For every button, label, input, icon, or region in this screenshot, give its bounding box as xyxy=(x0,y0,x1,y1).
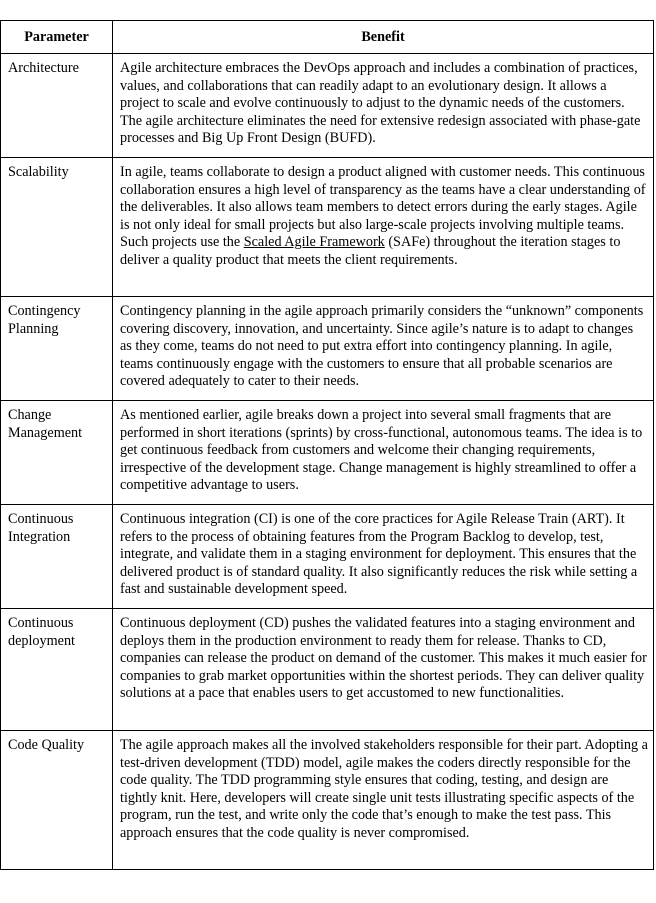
row-parameter: Continuous Integration xyxy=(1,505,113,609)
table-row xyxy=(1,609,654,731)
table-row xyxy=(1,731,654,870)
table-row xyxy=(1,54,654,158)
row-parameter: Contingency Planning xyxy=(1,297,113,401)
parameter-benefit-table xyxy=(0,20,654,870)
benefit-text: (SAFe) throughout the iteration stages to deliver a quality product that meets the client requirements. xyxy=(120,234,621,268)
table-row xyxy=(1,505,654,609)
row-parameter: Architecture xyxy=(1,54,113,158)
row-parameter: Code Quality xyxy=(1,731,113,870)
row-benefit: Contingency planning in the agile approach primarily considers the “unknown” components covering discovery, innovation, and uncertainty. Since agile’s nature is to adapt to changes as they come, teams do not need to put extra effort into contingency planning. In agile, teams continuously engage with the customers to ensure that all probable scenarios are covered adequately to cater to their needs. xyxy=(113,297,654,401)
row-benefit: As mentioned earlier, agile breaks down a project into several small fragments that are performed in short iterations (sprints) by cross-functional, autonomous teams. The idea is to get continuous feedback from customers and welcome their changing requirements, irrespective of the development stage. Change management is highly streamlined to offer a competitive advantage to users. xyxy=(113,401,654,505)
row-benefit: The agile approach makes all the involved stakeholders responsible for their part. Adopting a test-driven development (TDD) model, agile makes the coders directly responsible for the code quality. The TDD programming style ensures that coding, testing, and design are tightly knit. Here, developers will create single unit tests illustrating specific aspects of the program, run the test, and write only the code that’s enough to make the test pass. This approach ensures that the code quality is never compromised. xyxy=(113,731,654,870)
table-row xyxy=(1,297,654,401)
row-parameter: Change Management xyxy=(1,401,113,505)
parameter-benefit-table-container xyxy=(0,20,653,870)
row-parameter: Scalability xyxy=(1,158,113,297)
row-benefit: Agile architecture embraces the DevOps approach and includes a combination of practices, values, and collaborations that can readily adapt to an evolutionary design. It allows a project to scale and evolve continuously to adjust to the dynamic needs of the customers. The agile architecture eliminates the need for extensive redesign associated with phase-gate processes and Big Up Front Design (BUFD). xyxy=(113,54,654,158)
table-row xyxy=(1,401,654,505)
row-benefit xyxy=(113,158,654,297)
scaled-agile-framework-link[interactable]: Scaled Agile Framework xyxy=(243,234,385,251)
benefit-text: In agile, teams collaborate to design a product aligned with customer needs. This continuous collaboration ensures a high level of transparency as the teams have a clear understanding of the deliverables. It also allows team members to detect errors during the early stages. Agile is not only ideal for small projects but also large-scale projects involving multiple teams. Such projects use the xyxy=(120,164,646,251)
table-header-row xyxy=(1,21,654,54)
row-benefit: Continuous integration (CI) is one of the core practices for Agile Release Train (ART). It refers to the process of obtaining features from the Program Backlog to develop, test, integrate, and validate them in a staging environment for deployment. This ensures that the delivered product is of standard quality. It also significantly reduces the risk while setting a fast and sustainable development speed. xyxy=(113,505,654,609)
row-parameter: Continuous deployment xyxy=(1,609,113,731)
header-parameter: Parameter xyxy=(1,21,113,54)
table-row xyxy=(1,158,654,297)
row-benefit: Continuous deployment (CD) pushes the validated features into a staging environment and deploys them in the production environment to ready them for release. Thanks to CD, companies can release the product on demand of the customer. This makes it much easier for companies to grab market opportunities within the shortest periods. They can deliver quality solutions at a pace that enables users to get accustomed to new functionalities. xyxy=(113,609,654,731)
header-benefit: Benefit xyxy=(113,21,654,54)
